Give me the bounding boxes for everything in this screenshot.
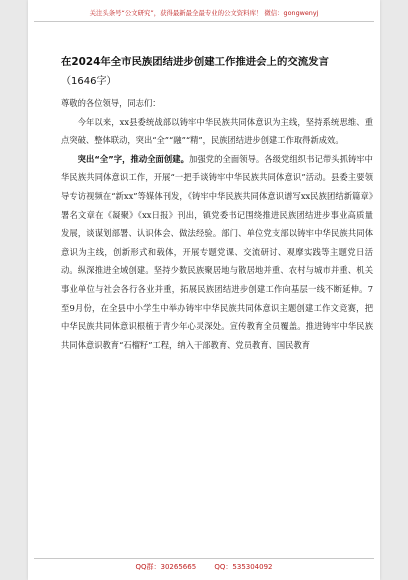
footer-divider [34,558,374,559]
section-paragraph [61,150,373,355]
word-count: （1646字） [61,76,117,87]
header-divider [34,21,374,22]
document-body [61,94,373,354]
header-banner: 关注头条号“公文研究”，获得最新最全最专业的公文资料库！ 微信：gongwenyj [89,9,319,17]
intro-paragraph: 今年以来，xx县委统战部以铸牢中华民族共同体意识为主线，坚持系统思维、重点突破、整体联动，突出“全”“融”“精”，民族团结进步创建工作取得新成效。 [61,116,373,146]
qq-number: QQ：535304092 [214,563,273,571]
section-body: 加强党的全面领导。各级党组织书记带头抓铸牢中华民族共同体意识工作，开展“一把手谈铸牢中华民族共同体意识”活动。县委主要领导专访视频在“新xx”等媒体刊发，《铸牢中华民族共同体意识谱写xx民族团结新篇章》署名文章在《凝聚》《xx日报》刊出，镇党委书记围绕推进民族团结进步事业高质量发展，谈谋划部署、认识体会、做法经验。部门、单位党支部以铸牢中华民族共同体意识为主线，创新形式和载体，开展专题党课、交流研讨、观摩实践等主题党日活动。纵深推进全域创建。坚持少数民族聚居地与散居地并重、农村与城市并重、机关事业单位与社会各行各业并重，拓展民族团结进步创建工作向基层一线不断延伸。7至9月份，在全县中小学生中举办铸牢中华民族共同体意识主题创建工作文竞赛，把中华民族共同体意识根植于青少年心灵深处。宣传教育全员覆盖。推进铸牢中华民族共同体意识教育“石榴籽”工程，纳入干部教育、党员教育、国民教育 [61,153,373,350]
document-page [28,0,380,580]
salutation: 尊敬的各位领导，同志们： [61,98,161,108]
qq-group: QQ群：30265665 [135,563,197,571]
footer-contact [38,562,370,573]
section-lead: 突出“全”字，推动全面创建。 [77,153,190,164]
document-title: 在2024年全市民族团结进步创建工作推进会上的交流发言 [61,56,329,68]
